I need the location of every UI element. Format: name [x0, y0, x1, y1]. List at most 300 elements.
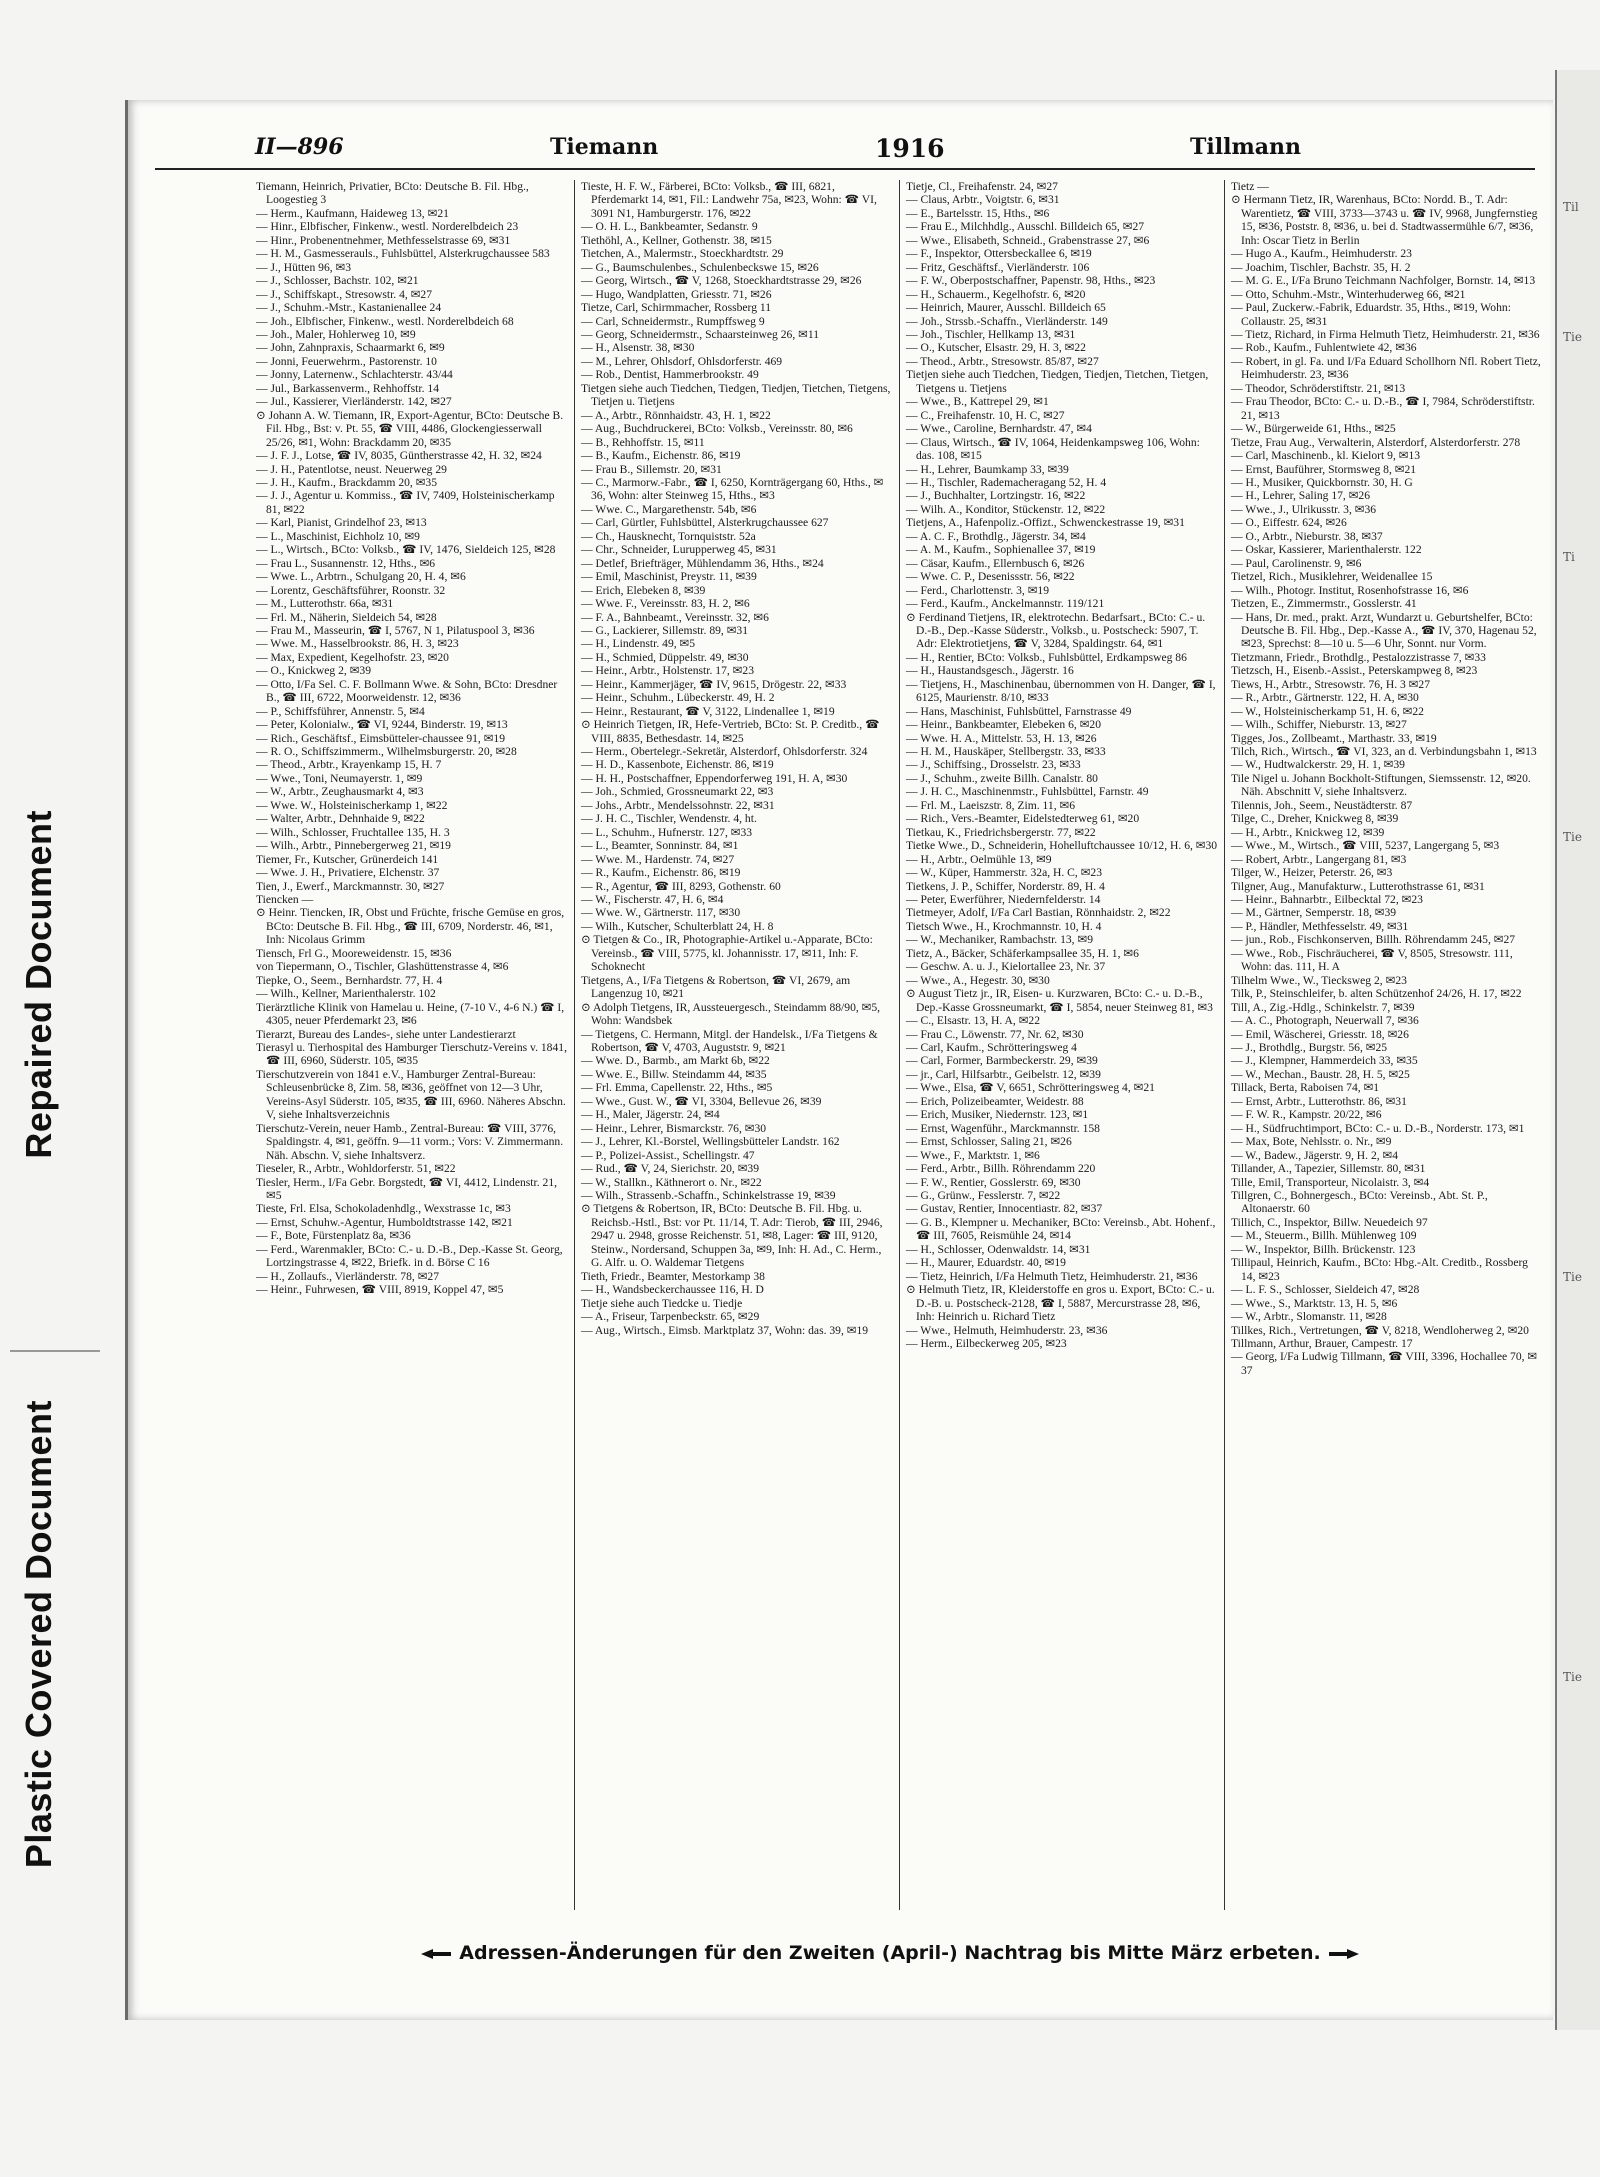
- directory-entry: — Paul, Carolinenstr. 9, ✉6: [1231, 556, 1362, 570]
- directory-entry: — Wwe. E., Billw. Steindamm 44, ✉35: [581, 1067, 767, 1081]
- directory-entry: — H., Lindenstr. 49, ✉5: [581, 637, 696, 651]
- directory-entry: — F. A., Bahnbeamt., Vereinsstr. 32, ✉6: [581, 610, 769, 624]
- directory-entry: — Carl, Gürtler, Fuhlsbüttel, Alsterkrugchaussee 627: [581, 516, 829, 530]
- directory-entry: — Peter, Kolonialw., ☎ VI, 9244, Binderstr. 19, ✉13: [256, 718, 508, 732]
- directory-entry: — J., Schlosser, Bachstr. 102, ✉21: [256, 274, 419, 288]
- directory-entry: — Wilh. A., Konditor, Stückenstr. 12, ✉22: [906, 502, 1106, 516]
- directory-entry: — Georg, I/Fa Ludwig Tillmann, ☎ VIII, 3396, Hochallee 70, ✉37: [1231, 1350, 1538, 1377]
- directory-entry: Tietzen, E., Zimmermstr., Gosslerstr. 41: [1231, 597, 1417, 611]
- directory-entry: — Theodor, Schröderstiftstr. 21, ✉13: [1231, 381, 1406, 395]
- directory-entry: Tiensch, Frl G., Mooreweidenstr. 15, ✉36: [256, 946, 452, 960]
- directory-entry: — Georg, Wirtsch., ☎ V, 1268, Stoeckhardtstrasse 29, ✉26: [581, 274, 862, 288]
- directory-entry: — H. D., Kassenbote, Eichenstr. 86, ✉19: [581, 758, 774, 772]
- directory-entry: — Wwe. L., Arbtrn., Schulgang 20, H. 4, ✉6: [256, 570, 466, 584]
- directory-entry: — Joh., Tischler, Hellkamp 13, ✉31: [906, 327, 1076, 341]
- directory-entry: — Wilh., Arbtr., Pinnebergerweg 21, ✉19: [256, 839, 451, 853]
- directory-entry: — Ferd., Charlottenstr. 3, ✉19: [906, 583, 1050, 597]
- directory-entry: — F., Inspektor, Ottersbeckallee 6, ✉19: [906, 247, 1092, 261]
- directory-entry: — Geschw. A. u. J., Kielortallee 23, Nr. 37: [906, 960, 1106, 974]
- directory-entry: Tietz, A., Bäcker, Schäferkampsallee 35, H. 1, ✉6: [906, 946, 1139, 960]
- directory-entry: — Frau Theodor, BCto: C.- u. D.-B., ☎ I, 7984, Schröderstiftstr. 21, ✉13: [1231, 395, 1535, 422]
- directory-entry: — Wwe., M., Wirtsch., ☎ VIII, 5237, Langergang 5, ✉3: [1231, 839, 1500, 853]
- directory-entry: — J., Schuhm., zweite Billh. Canalstr. 80: [906, 771, 1098, 785]
- directory-entry: — Wwe., Elsa, ☎ V, 6651, Schrötteringsweg 4, ✉21: [906, 1081, 1155, 1095]
- directory-entry: Tiemer, Fr., Kutscher, Grünerdeich 141: [256, 852, 439, 866]
- directory-entry: — Heinr., Arbtr., Holstenstr. 17, ✉23: [581, 664, 754, 678]
- directory-entry: — W., Arbtr., Zeughausmarkt 4, ✉3: [256, 785, 424, 799]
- directory-entry: Tiencken —: [256, 893, 314, 907]
- edge-text: Til: [1563, 200, 1579, 214]
- directory-entry: — B., Kaufm., Eichenstr. 86, ✉19: [581, 449, 741, 463]
- directory-entry: Tilennis, Joh., Seem., Neustädterstr. 87: [1231, 798, 1413, 812]
- directory-entry: — P., Händler, Methfesselstr. 49, ✉31: [1231, 919, 1409, 933]
- directory-entry: ⊙ Adolph Tietgens, IR, Aussteuergesch., Steindamm 88/90, ✉5, Wohn: Wandsbek: [581, 1000, 881, 1028]
- directory-entry: Tietmeyer, Adolf, I/Fa Carl Bastian, Rönnhaidstr. 2, ✉22: [906, 906, 1171, 920]
- directory-entry: Tietkens, J. P., Schiffer, Norderstr. 89, H. 4: [906, 879, 1105, 893]
- directory-entry: — Ferd., Kaufm., Anckelmannstr. 119/121: [906, 597, 1105, 611]
- directory-entry: — Ernst, Bauführer, Stormsweg 8, ✉21: [1231, 462, 1417, 476]
- directory-entry: Tillkes, Rich., Vertretungen, ☎ V, 8218, Wendloherweg 2, ✉20: [1231, 1323, 1529, 1337]
- directory-entry: — M., Gärtner, Semperstr. 18, ✉39: [1231, 906, 1397, 920]
- directory-entry: — J. H. C., Tischler, Wendenstr. 4, ht.: [581, 812, 757, 826]
- directory-entry: — O., Kutscher, Elsastr. 29, H. 3, ✉22: [906, 341, 1086, 355]
- directory-entry: — G., Grünw., Fesslerstr. 7, ✉22: [906, 1188, 1061, 1202]
- directory-entry: — Peter, Ewerführer, Niedernfelderstr. 14: [906, 893, 1101, 907]
- directory-entry: Tietke Wwe., D., Schneiderin, Hohelluftchaussee 10/12, H. 6, ✉30: [906, 839, 1218, 853]
- directory-entry: — W., Hudtwalckerstr. 29, H. 1, ✉39: [1231, 758, 1405, 772]
- directory-entry: — G., Baumschulenbes., Schulenbeckswe 15, ✉26: [581, 260, 819, 274]
- directory-entry: — Max, Bote, Nehlsstr. o. Nr., ✉9: [1231, 1135, 1392, 1149]
- directory-entry: Tietzsch, H., Eisenb.-Assist., Peterskampweg 8, ✉23: [1231, 664, 1478, 678]
- directory-entry: ⊙ Tietgens & Robertson, IR, BCto: Deutsche B. Fil. Hbg. u. Reichsb.-Hstl., Bst: vor Pt. 11/14, T. Adr: Tierob, ☎ III, 2946, 2947 u. 2948, grosse Reichenstr. 51, ✉8, Lager: ☎ III, 9120, Steinw., Nordersand, Schuppen 3a, ✉9, Inh: H. Ad., C. Herm., G. Alfr. u. O. Waldemar Tietgens: [581, 1202, 883, 1270]
- directory-entry: — R. O., Schiffszimmerm., Wilhelmsburgerstr. 20, ✉28: [256, 745, 517, 759]
- directory-entry: — R., Agentur, ☎ III, 8293, Gothenstr. 60: [581, 879, 781, 893]
- directory-entry: — H., Rentier, BCto: Volksb., Fuhlsbüttel, Erdkampsweg 86: [906, 650, 1187, 664]
- directory-entry: — Wwe., B., Kattrepel 29, ✉1: [906, 395, 1049, 409]
- directory-entry: — J. J., Agentur u. Kommiss., ☎ IV, 7409, Holsteinischerkamp 81, ✉22: [256, 489, 555, 516]
- directory-entry: — Johs., Arbtr., Mendelssohnstr. 22, ✉31: [581, 798, 775, 812]
- directory-entry: — Wwe., Toni, Neumayerstr. 1, ✉9: [256, 771, 423, 785]
- directory-entry: — W., Fischerstr. 47, H. 6, ✉4: [581, 893, 724, 907]
- directory-entry: — Wwe., Caroline, Bernhardstr. 47, ✉4: [906, 422, 1092, 436]
- directory-entry: — Joh., Schmied, Grossneumarkt 22, ✉3: [581, 785, 774, 799]
- directory-entry: — A., Friseur, Tarpenbeckstr. 65, ✉29: [581, 1310, 760, 1324]
- directory-entry: — H., Arbtr., Knickweg 12, ✉39: [1231, 825, 1385, 839]
- directory-entry: Tieste, H. F. W., Färberei, BCto: Volksb., ☎ III, 6821, Pferdemarkt 14, ✉1, Fil.: Landwehr 75a, ✉23, Wohn: ☎ VI, 3091 N1, Hamburgerstr. 176, ✉22: [581, 180, 877, 220]
- directory-entry: — Frl. Emma, Capellenstr. 22, Hths., ✉5: [581, 1081, 773, 1095]
- directory-entry: — R., Arbtr., Gärtnerstr. 122, H. A, ✉30: [1231, 691, 1419, 705]
- directory-entry: Tierschutzverein von 1841 e.V., Hamburger Zentral-Bureau: Schleusenbrücke 8, Zim. 58, ✉36, geöffnet von 12—3 Uhr, Vereins-Asyl Süderstr. 105, ✉35, ☎ III, 6960. Näheres Abschn. V, siehe Inhaltsverzeichnis: [256, 1067, 566, 1122]
- directory-entry: — L., Beamter, Sonninstr. 84, ✉1: [581, 839, 739, 853]
- directory-entry: — M., Lutterothstr. 66a, ✉31: [256, 597, 394, 611]
- directory-entry: — Robert, in gl. Fa. und I/Fa Eduard Schollhorn Nfl. Robert Tietz, Heimhuderstr. 23, ✉36: [1231, 354, 1541, 382]
- directory-entry: — J. H. C., Maschinenmstr., Fuhlsbüttel, Farnstr. 49: [906, 785, 1149, 799]
- directory-entry: — H., Musiker, Quickbornstr. 30, H. G: [1231, 475, 1413, 489]
- directory-entry: — H., Wandsbeckerchaussee 116, H. D: [581, 1283, 764, 1297]
- directory-entry: — Aug., Wirtsch., Eimsb. Marktplatz 37, Wohn: das. 39, ✉19: [581, 1323, 869, 1337]
- directory-entry: — Frl. M., Näherin, Sieldeich 54, ✉28: [256, 610, 437, 624]
- directory-entry: Tietsch Wwe., H., Krochmannstr. 10, H. 4: [906, 919, 1102, 933]
- directory-entry: — Wwe. M., Hardenstr. 74, ✉27: [581, 852, 735, 866]
- directory-entry: Tierarzt, Bureau des Landes-, siehe unter Landestierarzt: [256, 1027, 516, 1041]
- directory-entry: — F. W. R., Kampstr. 20/22, ✉6: [1231, 1108, 1382, 1122]
- directory-entry: — F., Bote, Fürstenplatz 8a, ✉36: [256, 1229, 411, 1243]
- directory-entry: — H., Schauerm., Kegelhofstr. 6, ✉20: [906, 287, 1086, 301]
- directory-entry: — P., Schiffsführer, Annenstr. 5, ✉4: [256, 704, 425, 718]
- directory-entry: — Carl, Kaufm., Schrötteringsweg 4: [906, 1041, 1077, 1054]
- directory-entry: — H., Haustandsgesch., Jägerstr. 16: [906, 664, 1074, 678]
- directory-entry: — M., Lehrer, Ohlsdorf, Ohlsdorferstr. 469: [581, 354, 783, 368]
- directory-entry: Tietchen, A., Malermstr., Stoeckhardtstr. 29: [581, 247, 784, 261]
- directory-entry: — Ernst, Wagenführ., Marckmannstr. 158: [906, 1121, 1100, 1135]
- directory-entry: — Hans, Maschinist, Fuhlsbüttel, Farnstrasse 49: [906, 704, 1132, 718]
- directory-entry: — Georg, Schneidermstr., Schaarsteinweg 26, ✉11: [581, 327, 819, 341]
- directory-entry: — Ernst, Schlosser, Saling 21, ✉26: [906, 1135, 1072, 1149]
- directory-entry: — H., Schlosser, Odenwaldstr. 14, ✉31: [906, 1242, 1091, 1256]
- directory-entry: — Wwe. F., Vereinsstr. 83, H. 2, ✉6: [581, 597, 750, 611]
- directory-entry: — jun., Rob., Fischkonserven, Billh. Röhrendamm 245, ✉27: [1231, 933, 1516, 947]
- directory-entry: — H., Alsenstr. 38, ✉30: [581, 341, 695, 355]
- directory-entry: — Wwe., Rob., Fischräucherei, ☎ V, 8505, Stresowstr. 111, Wohn: das. 111, H. A: [1231, 946, 1513, 974]
- directory-entry: — Rud., ☎ V, 24, Sierichstr. 20, ✉39: [581, 1162, 759, 1176]
- directory-entry: Tilgner, Aug., Manufakturw., Lutterothstrasse 61, ✉31: [1231, 879, 1485, 893]
- directory-entry: — Heinr., Kammerjäger, ☎ IV, 9615, Drögestr. 22, ✉33: [581, 677, 847, 691]
- directory-entry: Tietze, Frau Aug., Verwalterin, Alsterdorf, Alsterdorferstr. 278: [1231, 435, 1521, 449]
- directory-entry: — Frau B., Sillemstr. 20, ✉31: [581, 462, 722, 476]
- directory-entry: — W., Inspektor, Billh. Brückenstr. 123: [1231, 1242, 1416, 1256]
- directory-entry: — Heinr., Bahnarbtr., Eilbecktal 72, ✉23: [1231, 893, 1423, 907]
- directory-entry: — Wwe., A., Hegestr. 30, ✉30: [906, 973, 1050, 987]
- directory-entry: Tilge, C., Dreher, Knickweg 8, ✉39: [1231, 812, 1399, 826]
- directory-entry: — Karl, Pianist, Grindelhof 23, ✉13: [256, 516, 427, 530]
- directory-entry: ⊙ Heinr. Tiencken, IR, Obst und Früchte, frische Gemüse en gros, BCto: Deutsche B. Fil. Hbg., ☎ III, 6709, Norderstr. 46, ✉1, Inh: Nicolaus Grimm: [256, 906, 565, 947]
- directory-entry: ⊙ August Tietz jr., IR, Eisen- u. Kurzwaren, BCto: C.- u. D.-B., Dep.-Kasse Grossneumarkt, ☎ I, 5854, neuer Steinweg 81, ✉3: [906, 987, 1213, 1014]
- directory-entry: — Theod., Arbtr., Stresowstr. 85/87, ✉27: [906, 354, 1099, 368]
- directory-entry: — Wilh., Kutscher, Schulterblatt 24, H. 8: [581, 919, 774, 933]
- directory-entry: — Hugo, Wandplatten, Griesstr. 71, ✉26: [581, 287, 772, 301]
- directory-entry: — M., Steuerm., Billh. Mühlenweg 109: [1231, 1229, 1417, 1243]
- directory-entry: — Hugo A., Kaufm., Heimhuderstr. 23: [1231, 247, 1412, 261]
- directory-entry: — Tietz, Richard, in Firma Helmuth Tietz, Heimhuderstr. 21, ✉36: [1231, 327, 1540, 341]
- directory-entry: — Jonni, Feuerwehrm., Pastorenstr. 10: [256, 354, 437, 368]
- directory-entry: — O. H. L., Bankbeamter, Sedanstr. 9: [581, 220, 758, 234]
- directory-entry: — J., Brothdlg., Burgstr. 56, ✉25: [1231, 1041, 1388, 1054]
- directory-entry: Tillmann, Arthur, Brauer, Campestr. 17: [1231, 1336, 1413, 1350]
- directory-entry: — Rob., Kaufm., Fuhlentwiete 42, ✉36: [1231, 341, 1417, 355]
- directory-entry: Tieste, Frl. Elsa, Schokoladenhdlg., Wexstrasse 1c, ✉3: [256, 1202, 511, 1216]
- directory-entry: Tilger, W., Heizer, Peterstr. 26, ✉3: [1231, 866, 1393, 880]
- directory-entry: — Emil, Wäscherei, Griesstr. 18, ✉26: [1231, 1027, 1409, 1041]
- directory-entry: Tietjens, A., Hafenpoliz.-Offizt., Schwenckestrasse 19, ✉31: [906, 516, 1185, 530]
- directory-entry: Tillipaul, Heinrich, Kaufm., BCto: Hbg.-Alt. Creditb., Rossberg 14, ✉23: [1231, 1256, 1528, 1283]
- directory-entry: — A. C., Photograph, Neuerwall 7, ✉36: [1231, 1014, 1419, 1028]
- directory-entry: — W., Stallkn., Käthnerort o. Nr., ✉22: [581, 1175, 762, 1189]
- directory-entry: — H., Maler, Jägerstr. 24, ✉4: [581, 1108, 720, 1122]
- last-entry-name: Tillmann: [1190, 134, 1301, 160]
- directory-entry: — Heinrich, Maurer, Ausschl. Billdeich 65: [906, 301, 1106, 315]
- directory-entry: — Joh., Maler, Hohlerweg 10, ✉9: [256, 327, 416, 341]
- directory-entry: ⊙ Tietgen & Co., IR, Photographie-Artikel u.-Apparate, BCto: Vereinsb., ☎ VIII, 5775, kl. Johannisstr. 17, ✉11, Inh: F. Schoknecht: [581, 933, 873, 974]
- directory-entry: — H., Südfruchtimport, BCto: C.- u. D.-B., Norderstr. 173, ✉1: [1231, 1121, 1525, 1135]
- directory-entry: — L., Schuhm., Hufnerstr. 127, ✉33: [581, 825, 753, 839]
- footer-notice: [230, 1942, 1550, 1982]
- edge-text: Tie: [1563, 830, 1582, 844]
- directory-entry: — Wwe., S., Marktstr. 13, H. 5, ✉6: [1231, 1296, 1398, 1310]
- directory-entry: — Wwe. M., Hasselbrookstr. 86, H. 3, ✉23: [256, 637, 459, 651]
- adjacent-page-edge: [1555, 70, 1600, 2030]
- directory-entry: — Joh., Elbfischer, Finkenw., westl. Norderelbdeich 68: [256, 314, 514, 328]
- directory-entry: — J. F. J., Lotse, ☎ IV, 8035, Güntherstrasse 42, H. 32, ✉24: [256, 449, 542, 463]
- directory-entry: — C., Freihafenstr. 10, H. C, ✉27: [906, 408, 1065, 422]
- directory-entry: Tietkau, K., Friedrichsbergerstr. 77, ✉22: [906, 825, 1096, 839]
- directory-entry: — Rob., Dentist, Hammerbrookstr. 49: [581, 368, 759, 382]
- directory-entry: Tietz —: [1231, 180, 1269, 193]
- directory-entry: — Carl, Schneidermstr., Rumpffsweg 9: [581, 314, 765, 328]
- directory-entry: — Herm., Kaufmann, Haideweg 13, ✉21: [256, 206, 449, 220]
- repaired-document-label: Repaired Document: [18, 810, 59, 1159]
- first-entry-name: Tiemann: [550, 134, 659, 160]
- directory-entry: — W., Mechaniker, Rambachstr. 13, ✉9: [906, 933, 1093, 947]
- directory-entry: — W., Küper, Hammerstr. 32a, H. C, ✉23: [906, 866, 1103, 880]
- label-divider: [10, 1350, 100, 1352]
- directory-entry: — H., Arbtr., Oelmühle 13, ✉9: [906, 852, 1052, 866]
- page-header: [155, 128, 1535, 170]
- directory-entry: — Ch., Hausknecht, Tornquiststr. 52a: [581, 529, 756, 543]
- directory-entry: Tietzel, Rich., Musiklehrer, Weidenallee 15: [1231, 570, 1433, 584]
- directory-entry: Tiesler, Herm., I/Fa Gebr. Borgstedt, ☎ VI, 4412, Lindenstr. 21, ✉5: [256, 1175, 558, 1202]
- directory-entry: — Heinr., Restaurant, ☎ V, 3122, Lindenallee 1, ✉19: [581, 704, 835, 718]
- directory-entry: — Herm., Eilbeckerweg 205, ✉23: [906, 1336, 1067, 1350]
- directory-entry: — O., Eiffestr. 624, ✉26: [1231, 516, 1347, 530]
- pointing-hand-icon: [419, 1947, 453, 1961]
- directory-entry: — Wwe., Helmuth, Heimhuderstr. 23, ✉36: [906, 1323, 1108, 1337]
- directory-entry: Tietzmann, Friedr., Brothdlg., Pestalozzistrasse 7, ✉33: [1231, 650, 1486, 664]
- edge-text: Ti: [1563, 550, 1575, 564]
- directory-entry: — Hans, Dr. med., prakt. Arzt, Wundarzt u. Geburtshelfer, BCto: Deutsche B. Fil. Hbg., Dep.-Kasse A., ☎ IV, 370, Hagenau 52, ✉23, Sprechst: 8—10 u. 5—6 Uhr, Sonnt. nur Vorm.: [1231, 610, 1537, 651]
- directory-entry: — Ferd., Arbtr., Billh. Röhrendamm 220: [906, 1162, 1096, 1176]
- directory-entry: — O., Arbtr., Nieburstr. 38, ✉37: [1231, 529, 1383, 543]
- directory-entry: — John, Zahnpraxis, Schaarmarkt 6, ✉9: [256, 341, 445, 355]
- directory-entry: — E., Bartelsstr. 15, Hths., ✉6: [906, 206, 1050, 220]
- directory-entry: Tillgren, C., Bohnergesch., BCto: Vereinsb., Abt. St. P., Altonaerstr. 60: [1231, 1188, 1488, 1216]
- directory-entry: — L., Wirtsch., BCto: Volksb., ☎ IV, 1476, Sieldeich 125, ✉28: [256, 543, 556, 557]
- directory-entry: — jr., Carl, Hilfsarbtr., Geibelstr. 12, ✉39: [906, 1067, 1101, 1081]
- directory-entry: Tierasyl u. Tierhospital des Hamburger Tierschutz-Vereins v. 1841, ☎ III, 6960, Süderstr. 105, ✉35: [256, 1041, 567, 1068]
- directory-entry: — H., Tischler, Rademacheragang 52, H. 4: [906, 475, 1107, 489]
- directory-entry: — B., Rehhoffstr. 15, ✉11: [581, 435, 705, 449]
- column-1: [250, 180, 575, 1910]
- directory-entry: — Otto, Schuhm.-Mstr., Winterhuderweg 66, ✉21: [1231, 287, 1466, 301]
- directory-entry: — Lorentz, Geschäftsführer, Roonstr. 32: [256, 583, 446, 597]
- directory-entry: Tietjen siehe auch Tiedchen, Tiedgen, Tiedjen, Tietchen, Tietgen, Tietgens u. Tietjens: [906, 368, 1209, 395]
- edge-text: Tie: [1563, 1670, 1582, 1684]
- directory-entry: — Theod., Arbtr., Krayenkamp 15, H. 7: [256, 758, 442, 772]
- directory-entry: — Frau C., Löwenstr. 77, Nr. 62, ✉30: [906, 1027, 1084, 1041]
- directory-entry: — Wwe., F., Marktstr. 1, ✉6: [906, 1148, 1040, 1162]
- directory-entry: — M. G. E., I/Fa Bruno Teichmann Nachfolger, Bornstr. 14, ✉13: [1231, 274, 1536, 288]
- directory-entry: — Frau M., Masseurin, ☎ I, 5767, N 1, Pilatuspool 3, ✉36: [256, 623, 535, 637]
- directory-entry: — Hinr., Probenentnehmer, Methfesselstrasse 69, ✉31: [256, 233, 511, 247]
- directory-entry: — Frau L., Susannenstr. 12, Hths., ✉6: [256, 556, 436, 570]
- directory-entry: ⊙ Johann A. W. Tiemann, IR, Export-Agentur, BCto: Deutsche B. Fil. Hbg., Bst: v. Pt. 55, ☎ VIII, 4486, Glockengiesserwall 25/26, ✉1, Wohn: Brackdamm 20, ✉35: [256, 408, 564, 449]
- directory-entry: — Emil, Maschinist, Preystr. 11, ✉39: [581, 570, 757, 584]
- directory-entry: — Jonny, Laternenw., Schlachterstr. 43/44: [256, 368, 453, 382]
- directory-entry: — Wwe., J., Ulrikusstr. 3, ✉36: [1231, 502, 1377, 516]
- directory-entry: — J., Schuhm.-Mstr., Kastanienallee 24: [256, 301, 442, 315]
- directory-entry: — Tietz, Heinrich, I/Fa Helmuth Tietz, Heimhuderstr. 21, ✉36: [906, 1269, 1198, 1283]
- directory-entry: — H., Zollaufs., Vierländerstr. 78, ✉27: [256, 1269, 440, 1283]
- directory-entry: — Oskar, Kassierer, Marienthalerstr. 122: [1231, 543, 1422, 557]
- directory-entry: — Claus, Wirtsch., ☎ IV, 1064, Heidenkampsweg 106, Wohn: das. 108, ✉15: [906, 435, 1200, 463]
- directory-entry: Tillack, Berta, Raboisen 74, ✉1: [1231, 1081, 1380, 1095]
- directory-entry: Tierschutz-Verein, neuer Hamb., Zentral-Bureau: ☎ VIII, 3776, Spaldingstr. 4, ✉1, geöffn. 9—11 vorm.; Vors: V. Zimmermann. Näh. Abschn. V, siehe Inhaltsverz.: [256, 1121, 564, 1162]
- directory-entry: — A., Arbtr., Rönnhaidstr. 43, H. 1, ✉22: [581, 408, 771, 422]
- directory-entry: — Claus, Arbtr., Voigtstr. 6, ✉31: [906, 193, 1060, 207]
- directory-entry: Tilhelm Wwe., W., Tiecksweg 2, ✉23: [1231, 973, 1407, 987]
- directory-entry: — Frau E., Milchhdlg., Ausschl. Billdeich 65, ✉27: [906, 220, 1145, 234]
- directory-entry: — Paul, Zuckerw.-Fabrik, Eduardstr. 35, Hths., ✉19, Wohn: Collaustr. 25, ✉31: [1231, 301, 1511, 328]
- directory-entry: — J., Klempner, Hammerdeich 33, ✉35: [1231, 1054, 1418, 1068]
- directory-entry: von Tiepermann, O., Tischler, Glashüttenstrasse 4, ✉6: [256, 960, 509, 974]
- directory-entry: — Wwe. D., Barmb., am Markt 6b, ✉22: [581, 1054, 770, 1068]
- directory-entry: — Heinr., Schuhm., Lübeckerstr. 49, H. 2: [581, 691, 775, 705]
- directory-entry: — Carl, Maschinenb., kl. Kielort 9, ✉13: [1231, 449, 1421, 463]
- directory-entry: — L., Maschinist, Eichholz 10, ✉9: [256, 529, 420, 543]
- directory-entry: — G. B., Klempner u. Mechaniker, BCto: Vereinsb., Abt. Hohenf., ☎ III, 7605, Reismühle 24, ✉14: [906, 1215, 1216, 1243]
- directory-entry: — Max, Expedient, Kegelhofstr. 23, ✉20: [256, 650, 449, 664]
- directory-entry: — Aug., Buchdruckerei, BCto: Volksb., Vereinsstr. 80, ✉6: [581, 422, 853, 436]
- directory-entry: — Hinr., Elbfischer, Finkenw., westl. Norderelbdeich 23: [256, 220, 519, 234]
- directory-entry: — C., Marmorw.-Fabr., ☎ I, 6250, Kornträgergang 60, Hths., ✉36, Wohn: alter Steinweg 15, Hths., ✉3: [581, 475, 884, 503]
- directory-entry: — J., Schiffsing., Drosselstr. 23, ✉33: [906, 758, 1081, 772]
- directory-year: 1916: [875, 134, 945, 163]
- directory-entry: Tietje siehe auch Tiedcke u. Tiedje: [581, 1296, 743, 1310]
- directory-entry: — A. M., Kaufm., Sophienallee 37, ✉19: [906, 543, 1096, 557]
- directory-entry: — Tietjens, H., Maschinenbau, übernommen von H. Danger, ☎ I, 6125, Maurienstr. 8/10, ✉33: [906, 677, 1216, 705]
- directory-entry: — F. W., Rentier, Gosslerstr. 69, ✉30: [906, 1175, 1081, 1189]
- directory-entry: — A. C. F., Brothdlg., Jägerstr. 34, ✉4: [906, 529, 1086, 543]
- directory-entry: — Wwe., Gust. W., ☎ VI, 3304, Bellevue 26, ✉39: [581, 1094, 822, 1108]
- directory-entry: — Wwe. C., Margarethenstr. 54b, ✉6: [581, 502, 757, 516]
- directory-entry: — Herm., Obertelegr.-Sekretär, Alsterdorf, Ohlsdorferstr. 324: [581, 745, 868, 759]
- directory-entry: — H., Lehrer, Baumkamp 33, ✉39: [906, 462, 1069, 476]
- directory-entry: Tietje, Cl., Freihafenstr. 24, ✉27: [906, 180, 1058, 193]
- directory-entry: — Frl. M., Laeiszstr. 8, Zim. 11, ✉6: [906, 798, 1076, 812]
- directory-entry: — H., Schmied, Düppelstr. 49, ✉30: [581, 650, 749, 664]
- directory-entry: — O., Knickweg 2, ✉39: [256, 664, 372, 678]
- footer-text: Adressen-Änderungen für den Zweiten (April-) Nachtrag bis Mitte März erbeten.: [459, 1942, 1321, 1964]
- directory-entry: Tilk, P., Steinschleifer, b. alten Schützenhof 24/26, H. 17, ✉22: [1231, 987, 1522, 1001]
- directory-entry: — G., Lackierer, Sillemstr. 89, ✉31: [581, 623, 749, 637]
- directory-entry: — J., Lehrer, Kl.-Borstel, Wellingsbütteler Landstr. 162: [581, 1135, 840, 1149]
- directory-entry: — Jul., Kassierer, Vierländerstr. 142, ✉27: [256, 395, 452, 409]
- directory-entry: — Detlef, Briefträger, Mühlendamm 36, Hths., ✉24: [581, 556, 824, 570]
- directory-entry: — H. M., Gasmesserauls., Fuhlsbüttel, Alsterkrugchaussee 583: [256, 247, 550, 261]
- page-number: II—896: [255, 134, 344, 160]
- directory-entry: Tille, Emil, Transporteur, Nicolaistr. 3, ✉4: [1231, 1175, 1430, 1189]
- directory-entry: — H. H., Postschaffner, Eppendorferweg 191, H. A, ✉30: [581, 771, 848, 785]
- directory-entry: — R., Kaufm., Eichenstr. 86, ✉19: [581, 866, 741, 880]
- directory-entry: — Wwe. H. A., Mittelstr. 53, H. 13, ✉26: [906, 731, 1097, 745]
- column-4: [1225, 180, 1550, 1910]
- directory-entry: — Tietgens, C. Hermann, Mitgl. der Handelsk., I/Fa Tietgens & Robertson, ☎ V, 4703, Auguststr. 9, ✉21: [581, 1027, 878, 1054]
- directory-entry: — W., Bürgerweide 61, Hths., ✉25: [1231, 422, 1396, 436]
- directory-entry: ⊙ Ferdinand Tietjens, IR, elektrotechn. Bedarfsart., BCto: C.- u. D.-B., Dep.-Kasse Süderstr., Volksb., u. Postscheck: 5907, T. Adr: Elektrotietjens, ☎ V, 3284, Spaldingstr. 64, ✉1: [906, 610, 1206, 651]
- directory-entry: — Gustav, Rentier, Innocentiastr. 82, ✉37: [906, 1202, 1103, 1216]
- directory-entry: Tiews, H., Arbtr., Stresowstr. 76, H. 3 ✉27: [1231, 677, 1430, 691]
- directory-entry: — Heinr., Lehrer, Bismarckstr. 76, ✉30: [581, 1121, 767, 1135]
- directory-entry: — W., Mechan., Baustr. 28, H. 5, ✉25: [1231, 1067, 1410, 1081]
- directory-entry: Tigges, Jos., Zollbeamt., Marthastr. 33, ✉19: [1231, 731, 1437, 745]
- directory-entry: — Wwe. J. H., Privatiere, Elchenstr. 37: [256, 866, 440, 880]
- directory-entry: — J. H., Kaufm., Brackdamm 20, ✉35: [256, 475, 438, 489]
- column-2: [575, 180, 900, 1910]
- directory-entry: ⊙ Hermann Tietz, IR, Warenhaus, BCto: Nordd. B., T. Adr: Warentietz, ☎ VIII, 3733—3743 u. ☎ IV, 9968, Jungfernstieg 15, ✉36, Poststr. 8, ✉36, u. bei d. Stadtwassermühle 6/7, ✉36, Inh: Oscar Tietz in Berlin: [1231, 193, 1538, 247]
- directory-entry: — Wilh., Schiffer, Nieburstr. 13, ✉27: [1231, 718, 1407, 732]
- directory-entry: — Heinr., Fuhrwesen, ☎ VIII, 8919, Koppel 47, ✉5: [256, 1283, 504, 1297]
- directory-entry: — H., Maurer, Eduardstr. 40, ✉19: [906, 1256, 1066, 1270]
- directory-entry: — Rich., Geschäftsf., Eimsbütteler-chaussee 91, ✉19: [256, 731, 506, 745]
- directory-entry: — H. M., Hauskäper, Stellbergstr. 33, ✉33: [906, 745, 1106, 759]
- column-3: [900, 180, 1225, 1910]
- directory-entry: Tiemann, Heinrich, Privatier, BCto: Deutsche B. Fil. Hbg., Loogestieg 3: [256, 180, 529, 207]
- directory-entry: — Cäsar, Kaufm., Ellernbusch 6, ✉26: [906, 556, 1085, 570]
- directory-entry: Tietgens, A., I/Fa Tietgens & Robertson, ☎ VI, 2679, am Langenzug 10, ✉21: [581, 973, 851, 1001]
- directory-entry: — Joh., Strssb.-Schaffn., Vierländerstr. 149: [906, 314, 1108, 328]
- directory-entry: — P., Polizei-Assist., Schellingstr. 47: [581, 1148, 755, 1162]
- directory-entry: — W., Arbtr., Slomanstr. 11, ✉28: [1231, 1310, 1387, 1324]
- directory-entry: — Carl, Former, Barmbeckerstr. 29, ✉39: [906, 1054, 1098, 1068]
- side-labels: [0, 780, 110, 1960]
- directory-columns: [250, 180, 1550, 1910]
- edge-text: Tie: [1563, 330, 1582, 344]
- directory-entry: — Rich., Vers.-Beamter, Eidelstedterweg 61, ✉20: [906, 812, 1140, 826]
- directory-entry: Tieseler, R., Arbtr., Wohldorferstr. 51, ✉22: [256, 1162, 456, 1176]
- directory-entry: Tieth, Friedr., Beamter, Mestorkamp 38: [581, 1269, 765, 1283]
- directory-entry: — Wwe. W., Holsteinischerkamp 1, ✉22: [256, 798, 448, 812]
- directory-entry: ⊙ Helmuth Tietz, IR, Kleiderstoffe en gros u. Export, BCto: C.- u. D.-B. u. Postscheck-2128, ☎ I, 5887, Mercurstrasse 28, ✉6, Inh: Heinrich u. Richard Tietz: [906, 1283, 1215, 1324]
- directory-entry: — Wilh., Schlosser, Fruchtallee 135, H. 3: [256, 825, 450, 839]
- directory-entry: Tillander, A., Tapezier, Sillemstr. 80, ✉31: [1231, 1162, 1426, 1176]
- directory-entry: — Otto, I/Fa Sel. C. F. Bollmann Wwe. & Sohn, BCto: Dresdner B., ☎ III, 6722, Moorweidenstr. 12, ✉36: [256, 677, 558, 705]
- directory-entry: Tiethöhl, A., Kellner, Gothenstr. 38, ✉15: [581, 233, 772, 247]
- directory-entry: — Wilh., Kellner, Marienthalerstr. 102: [256, 987, 436, 1001]
- directory-entry: — Wilh., Photogr. Institut, Rosenhofstrasse 16, ✉6: [1231, 583, 1469, 597]
- pointing-hand-icon: [1327, 1947, 1361, 1961]
- directory-entry: — Wilh., Strassenb.-Schaffn., Schinkelstrasse 19, ✉39: [581, 1188, 836, 1202]
- directory-entry: — J., Hütten 96, ✉3: [256, 260, 352, 274]
- directory-entry: Tile Nigel u. Johann Bockholt-Stiftungen, Siemssenstr. 12, ✉20. Näh. Abschnitt V, siehe Inhaltsverz.: [1231, 771, 1531, 799]
- directory-entry: — Wwe. W., Gärtnerstr. 117, ✉30: [581, 906, 741, 920]
- directory-entry: — Erich, Polizeibeamter, Weidestr. 88: [906, 1094, 1084, 1108]
- directory-entry: — Walter, Arbtr., Dehnhaide 9, ✉22: [256, 812, 425, 826]
- directory-entry: — W., Badew., Jägerstr. 9, H. 2, ✉4: [1231, 1148, 1399, 1162]
- directory-entry: — Joachim, Tischler, Bachstr. 35, H. 2: [1231, 260, 1411, 274]
- directory-entry: Tien, J., Ewerf., Marckmannstr. 30, ✉27: [256, 879, 445, 893]
- directory-entry: — Erich, Musiker, Niedernstr. 123, ✉1: [906, 1108, 1089, 1122]
- directory-entry: — Ernst, Schuhw.-Agentur, Humboldtstrasse 142, ✉21: [256, 1215, 513, 1229]
- directory-entry: — F. W., Oberpostschaffner, Papenstr. 98, Hths., ✉23: [906, 274, 1156, 288]
- directory-entry: — J., Schiffskapt., Stresowstr. 4, ✉27: [256, 287, 433, 301]
- directory-entry: — Wwe., Elisabeth, Schneid., Grabenstrasse 27, ✉6: [906, 233, 1150, 247]
- directory-entry: Tillich, C., Inspektor, Billw. Neuedeich 97: [1231, 1215, 1428, 1229]
- directory-entry: Tietze, Carl, Schirmmacher, Rossberg 11: [581, 301, 772, 315]
- directory-entry: Tietgen siehe auch Tiedchen, Tiedgen, Tiedjen, Tietchen, Tietgens, Tietjen u. Tietjens: [581, 381, 891, 409]
- directory-entry: — H., Lehrer, Saling 17, ✉26: [1231, 489, 1371, 503]
- directory-entry: — Chr., Schneider, Lurupperweg 45, ✉31: [581, 543, 777, 557]
- directory-entry: — J. H., Patentlotse, neust. Neuerweg 29: [256, 462, 447, 476]
- directory-entry: — L. F. S., Schlosser, Sieldeich 47, ✉28: [1231, 1283, 1420, 1297]
